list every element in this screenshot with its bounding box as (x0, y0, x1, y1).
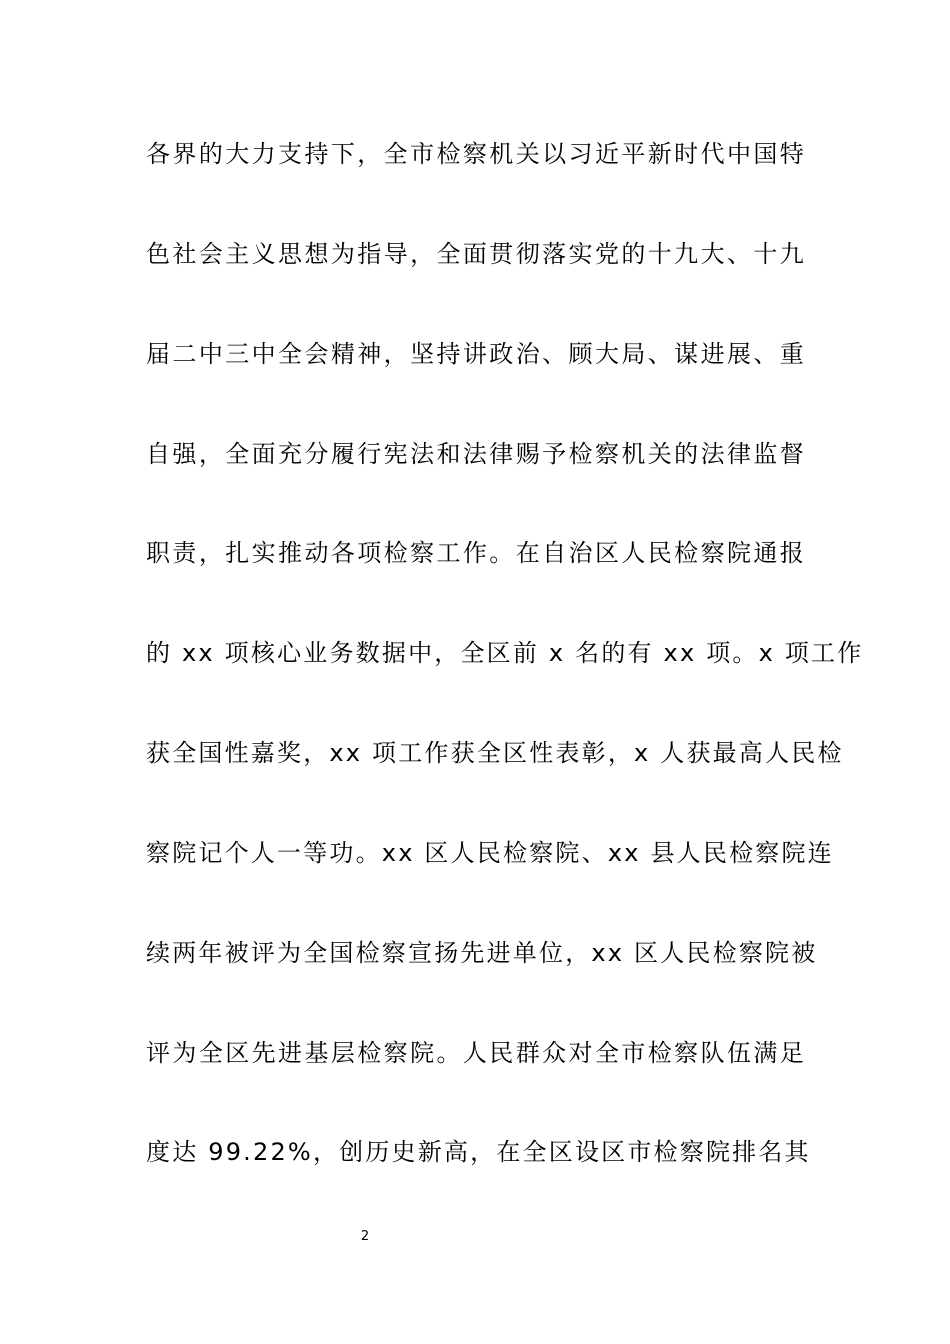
paragraph-line: 职责，扎实推动各项检察工作。在自治区人民检察院通报 (146, 539, 806, 567)
paragraph-line: 的 xx 项核心业务数据中，全区前 x 名的有 xx 项。x 项工作 (146, 639, 864, 667)
paragraph-line: 评为全区先进基层检察院。人民群众对全市检察队伍满足 (146, 1039, 806, 1067)
paragraph-line: 续两年被评为全国检察宣扬先进单位，xx 区人民检察院被 (146, 939, 818, 967)
paragraph-line: 届二中三中全会精神，坚持讲政治、顾大局、谋进展、重 (146, 340, 806, 368)
paragraph-line: 色社会主义思想为指导，全面贯彻落实党的十九大、十九 (146, 240, 806, 268)
paragraph-line: 自强，全面充分履行宪法和法律赐予检察机关的法律监督 (146, 440, 806, 468)
page-number: 2 (360, 1229, 370, 1244)
paragraph-line: 获全国性嘉奖，xx 项工作获全区性表彰，x 人获最高人民检 (146, 739, 844, 767)
paragraph-line: 度达 99.22%，创历史新高，在全区设区市检察院排名其 (146, 1138, 811, 1166)
paragraph-line: 察院记个人一等功。xx 区人民检察院、xx 县人民检察院连 (146, 839, 834, 867)
paragraph-line: 各界的大力支持下，全市检察机关以习近平新时代中国特 (146, 140, 806, 168)
